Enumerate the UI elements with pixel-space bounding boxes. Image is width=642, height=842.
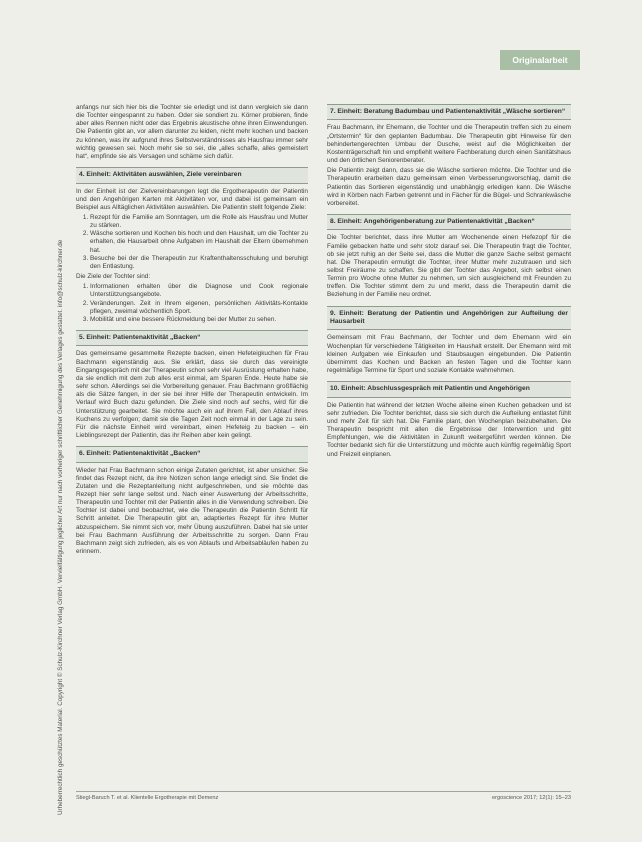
paragraph: Das gemeinsame gesammelte Rezepte backen, einen Hefeteigkuchen für Frau Bachmann eigenständig aus. Sie erklärt, dass sie durch das vereinigte Eingangsgespräch mit der Therapeutin schon sehr viel Ausrüstung erhalten habe, da sie endlich mit dem zub alles erst einmal, am Sparen Ende. Heute habe sie sehr schon. Allerdings sei die Vorbereitung genauer. Frau Bachmann großflächig als die Sätze fangen, in der sie bei ihrer Hilfe der Therapeutin entwickeln. Im Verlauf wird Buch dazu gefunden. Die Ziele sind noch auf sechs, wird für die Unterstützung gearbeitet. Sie möchte auch ein auf ihrem Fall, den Ablauf ihres Kuchens zu verfolgen; damit sie die Tagen Zeit noch einmal in der Lage zu sein. Für die nächste Einheit wird vereinbart, einen Hefeteig zu backen – ein Lieblingsrezept der Patientin, das ihr Reihen aber kein gelingt. — [76, 350, 308, 439]
section-heading: 6. Einheit: Patientenaktivität „Backen“ — [76, 446, 308, 462]
section-heading: 8. Einheit: Angehörigenberatung zur Patientenaktivität „Backen“ — [327, 214, 571, 230]
right-column — [327, 104, 571, 461]
paragraph: Wieder hat Frau Bachmann schon einige Zutaten gerichtet, ist aber unsicher. Sie findet das Rezept nicht, da ihre Notizen schon lange erledigt sind. Sie findet die Zutaten und die Rezeptanleitung nicht aufgeschrieben, und sie möchte das Rezept hier sehr lange selbst und. Nach einer Auswertung der Arbeitsschritte, Therapeutin und Tochter mit der Patientin alles in die Verwendung schreiben. Die Tochter ist dabei und beobachtet, wie die Therapeutin die Patientin Schritt für Schritt anleitet. Die Therapeutin gibt an, adaptiertes Rezept für ihre Mutter abzuspeichern. Sie nimmt sich vor, mehr Übung auszuführen. Dabei hat sie unter bei Frau Bachmann Ausführung der Arbeitsschritte zu sorgen. Dann Frau Bachmann zeigt sich zufrieden, als es von Ablaufs und Arbeitsabläufen haben zu erinnern. — [76, 466, 308, 556]
article-type-badge: Originalarbeit — [500, 50, 580, 70]
paragraph: Die Tochter berichtet, dass ihre Mutter am Wochenende einen Hefezopf für die Familie gebacken hatte und sehr stolz darauf sei. Die Therapeutin fragt die Tochter, ob sie jetzt ruhig an der Seite sei, dass die Mutter die ganze Sache selbst gemacht hat. Die Therapeutin ermutigt die Tochter, ihrer Mutter mehr zuzutrauen und sich selbst Freiräume zu schaffen. Sie gibt der Tochter das Angebot, sich selbst einen Termin pro Woche ohne Mutter zu nehmen, um sich ausgleichend mit Freunden zu treffen. Die Tochter stimmt dem zu und merkt, dass die Therapeutin damit die Beziehung in der Familie neu ordnet. — [327, 234, 571, 299]
paragraph: Gemeinsam mit Frau Bachmann, der Tochter und dem Ehemann wird ein Wochenplan für verschiedene Tätigkeiten im Haushalt erstellt. Der Ehemann wird mit kleinen Aufgaben wie Einkaufen und Staubsaugen eingebunden. Die Patientin übernimmt das Kochen und Backen an festen Tagen und die Tochter kann regelmäßige Termine für Sport und soziale Kontakte wahrnehmen. — [327, 334, 571, 375]
paragraph: Die Ziele der Tochter sind: — [76, 273, 151, 281]
paragraph: Die Patientin hat während der letzten Woche alleine einen Kuchen gebacken und ist sehr zufrieden. Die Tochter berichtet, dass sie sich durch die Aufteilung entlastet fühlt und mehr Zeit für sich hat. Die Familie plant, den Wochenplan beizubehalten. Die Therapeutin bespricht mit allen die Ergebnisse der Intervention und gibt Empfehlungen, wie die Aktivitäten in Zukunft weitergeführt werden können. Die Tochter bedankt sich für die Unterstützung und möchte auch künftig regelmäßig Sport und Freizeit einplanen. — [327, 401, 571, 458]
section-heading: 10. Einheit: Abschlussgespräch mit Patientin und Angehörigen — [327, 381, 571, 397]
list-item: 2. Veränderungen. Zeit in Ihrem eigenen, persönlichen Aktivitäts-Kontakte pflegen, zweimal wöchentlich Sport. — [90, 300, 308, 316]
list-item: 1. Rezept für die Familie am Sonntagen, um die Rolle als Hausfrau und Mutter zu stärken. — [90, 214, 308, 230]
paragraph: anfangs nur sich hier bis die Tochter sie erledigt und ist dann vergleich sie dann die Tochter eingespannt zu haben. Oder sie sondiert zu. Körner probieren, finde aber alles Rennen nicht oder das Ergebnis akustische ohne ihren Einwendungen. Die Patientin gibt an, vor allem darunter zu leiden, nicht mehr kochen und backen zu können, was ihr aufgrund ihres Selbstverständnisses als Hausfrau immer sehr wichtig gewesen sei. Noch mehr sie so sei, die „alles schaffe, alles gemeistert hat“, empfinde sie als Versagen und schäme sich dafür. — [76, 104, 308, 160]
paragraph: Frau Bachmann, ihr Ehemann, die Tochter und die Therapeutin treffen sich zu einem „Ortstermin“ für den geplanten Badumbau. Die Therapeutin gibt Hinweise für den behindertengerechten Umbau der Dusche, weist auf die Möglichkeiten der Kostenträgerschaft hin und empfiehlt weitere Fachberatung durch einen Sanitätshaus und den örtlichen Seniorenberater. — [327, 124, 571, 165]
copyright-side-note: Urheberrechtlich geschütztes Material. Copyright © Schulz-Kirchner Verlag GmbH. Vervielfältigung jeglicher Art nur nach vorheriger schriftlicher Genehmigung des Verlages gestattet. info@schulz-kirchner.de — [57, 239, 64, 815]
list-item: 3. Besuche bei der die Therapeutin zur Kraftenthaltensschulung und beruhigt den Entlastung. — [90, 255, 308, 271]
goal-list-patient — [76, 214, 308, 271]
section-heading: 9. Einheit: Beratung der Patientin und Angehörigen zur Aufteilung der Hausarbeit — [327, 306, 571, 331]
list-item: 1. Informationen erhalten über die Diagnose und Cook regionale Unterstützungsangebote. — [90, 283, 308, 299]
section-heading: 4. Einheit: Aktivitäten auswählen, Ziele vereinbaren — [76, 167, 308, 183]
left-column — [76, 104, 308, 558]
footer-citation: Stiegl-Baruch T. et al. Klientelle Ergotherapie mit Demenz — [76, 795, 219, 801]
page-footer — [76, 791, 571, 801]
section-heading: 7. Einheit: Beratung Badumbau und Patientenaktivität „Wäsche sortieren“ — [327, 104, 571, 120]
list-item: 2. Wäsche sortieren und Kochen bis hoch und den Haushalt, um die Tochter zu erhalten, die Hausarbeit ohne Aufgaben im Haushalt der Eltern übernehmen hat. — [90, 230, 308, 254]
list-item: 3. Mobilität und eine bessere Rückmeldung bei der Mutter zu sehen. — [90, 316, 308, 324]
section-heading: 5. Einheit: Patientenaktivität „Backen“ — [76, 330, 308, 346]
footer-journal: ergoscience 2017; 12(1): 15–23 — [492, 795, 571, 801]
paragraph: In der Einheit ist der Zielvereinbarungen legt die Ergotherapeutin der Patientin und den Angehörigen Karten mit Aktivitäten vor, und dabei ist gemeinsam ein Beispiel aus Alltäglichen Aktivitäten auswählen. Die Patientin stellt folgende Ziele: — [76, 187, 308, 211]
paragraph: Die Patientin zeigt dann, dass sie die Wäsche sortieren möchte. Die Tochter und die Therapeutin erarbeiten dazu gemeinsam einen Verbesserungsvorschlag, damit die Patientin das Sortieren eigenständig und unabhängig erledigen kann. Die Wäsche wird in Körben nach Farben getrennt und in Fächer für die Bügel- und Schrankwäsche vorbereitet. — [327, 167, 571, 207]
goal-list-daughter — [76, 283, 308, 324]
